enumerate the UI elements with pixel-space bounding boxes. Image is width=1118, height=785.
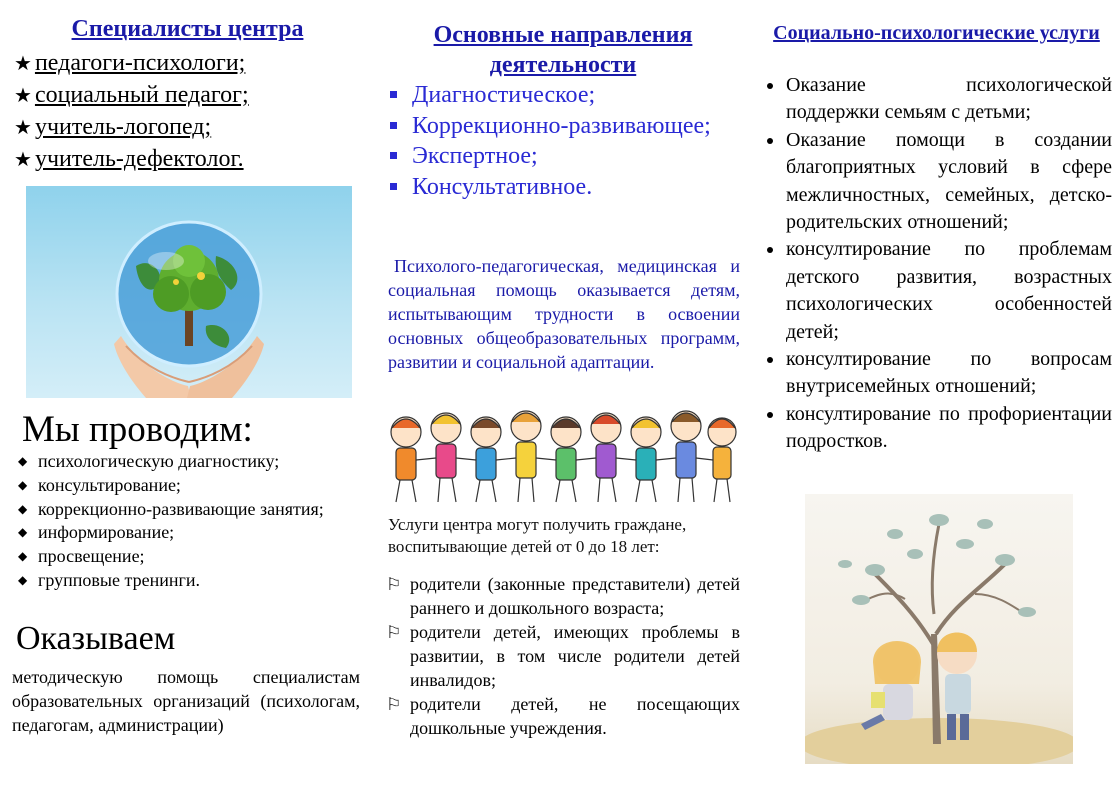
list-item <box>388 141 738 172</box>
list-item <box>16 474 356 498</box>
group-label: родители (законные представители) детей раннего и дошкольного возраста; <box>410 574 740 618</box>
direction-label: Экспертное; <box>412 143 538 170</box>
service-label: психологическую диагностику; <box>38 451 280 471</box>
service-label: коррекционно-развивающие занятия; <box>38 498 324 519</box>
directions-list <box>388 80 738 202</box>
flag-icon: ⚐ <box>386 695 402 715</box>
star-icon: ★ <box>14 117 32 139</box>
list-item <box>16 569 356 593</box>
dot-icon <box>767 83 773 89</box>
specialist-label: социальный педагог; <box>34 82 249 108</box>
social-service-label: консултирование по проблемам детского развития, возрастных психологических особенностей детей; <box>786 238 1112 343</box>
assistance-paragraph: Психолого-педагогическая, медицинская и социальная помощь оказывается детям, испытывающим трудности в освоении основных общеобразовательных программ, развитии и социальной адаптации. <box>388 256 740 372</box>
service-label: просвещение; <box>38 546 145 567</box>
list-item <box>14 112 249 144</box>
list-item <box>764 346 1112 401</box>
list-item <box>386 572 740 620</box>
social-service-label: консултирование по профориентации подростков. <box>786 402 1112 453</box>
diamond-icon: ◆ <box>18 572 28 587</box>
direction-label: Консультативное. <box>412 173 593 200</box>
diamond-icon: ◆ <box>18 549 28 564</box>
diamond-icon: ◆ <box>18 477 28 492</box>
list-item <box>386 620 740 692</box>
specialist-label: педагоги-психологи; <box>34 50 246 76</box>
social-service-label: Оказание помощи в создании благоприятных условий в сфере межличностных, семейных, детско-родительских отношений; <box>786 128 1112 234</box>
dot-icon <box>767 247 773 253</box>
list-item <box>14 48 249 80</box>
specialists-title: Специалисты центра <box>71 16 304 42</box>
direction-label: Коррекционно-развивающее; <box>412 112 711 139</box>
list-item <box>14 144 249 176</box>
globe-hands-illustration <box>26 186 352 398</box>
group-label: родители детей, не посещающих дошкольные учреждения. <box>410 694 740 738</box>
eligible-groups-list <box>386 572 740 740</box>
we-conduct-heading: Мы проводим: <box>22 409 253 450</box>
star-icon: ★ <box>14 149 32 171</box>
diamond-icon: ◆ <box>18 525 28 540</box>
group-label: родители детей, имеющих проблемы в развитии, в том числе родители детей инвалидов; <box>410 622 740 690</box>
service-label: информирование; <box>38 522 175 543</box>
children-under-tree-illustration <box>805 494 1073 764</box>
square-icon <box>390 152 397 159</box>
list-item <box>388 172 738 203</box>
direction-label: Диагностическое; <box>412 82 596 108</box>
diamond-icon: ◆ <box>18 454 28 468</box>
flag-icon: ⚐ <box>386 623 402 643</box>
square-icon <box>390 183 397 190</box>
we-provide-heading: Оказываем <box>16 620 176 657</box>
specialists-list <box>14 48 249 176</box>
social-services-list <box>764 72 1112 456</box>
dot-icon <box>767 412 773 418</box>
star-icon: ★ <box>14 53 32 75</box>
list-item <box>386 692 740 740</box>
flag-icon: ⚐ <box>386 575 402 595</box>
list-item <box>16 498 356 522</box>
list-item <box>764 127 1112 237</box>
dot-icon <box>767 138 773 144</box>
diamond-icon: ◆ <box>18 501 28 516</box>
list-item <box>388 111 738 142</box>
specialist-label: учитель-дефектолог. <box>34 146 244 172</box>
list-item <box>764 72 1112 127</box>
square-icon <box>390 122 397 129</box>
methodical-help-text: методическую помощь специалистам образовательных организаций (психологам, педагогам, администрации) <box>12 667 360 735</box>
list-item <box>16 521 356 545</box>
square-icon <box>390 91 397 98</box>
list-item <box>764 236 1112 346</box>
list-item <box>764 401 1112 456</box>
conducted-services-list <box>16 450 356 593</box>
directions-title: Основные направления деятельности <box>433 22 693 78</box>
dot-icon <box>767 357 773 363</box>
specialist-label: учитель-логопед; <box>34 114 212 140</box>
children-illustration <box>384 402 740 512</box>
social-service-label: Оказание психологической поддержки семьям с детьми; <box>786 74 1112 124</box>
star-icon: ★ <box>14 85 32 107</box>
list-item <box>388 80 738 111</box>
list-item <box>16 450 356 474</box>
service-label: групповые тренинги. <box>38 569 200 590</box>
social-services-title: Социально-психологические услуги <box>773 22 1100 44</box>
eligibility-text: Услуги центра могут получить граждане, воспитывающие детей от 0 до 18 лет: <box>388 515 687 556</box>
service-label: консультирование; <box>38 474 181 495</box>
social-service-label: консултирование по вопросам внутрисемейных отношений; <box>786 348 1112 398</box>
list-item <box>16 545 356 569</box>
list-item <box>14 80 249 112</box>
